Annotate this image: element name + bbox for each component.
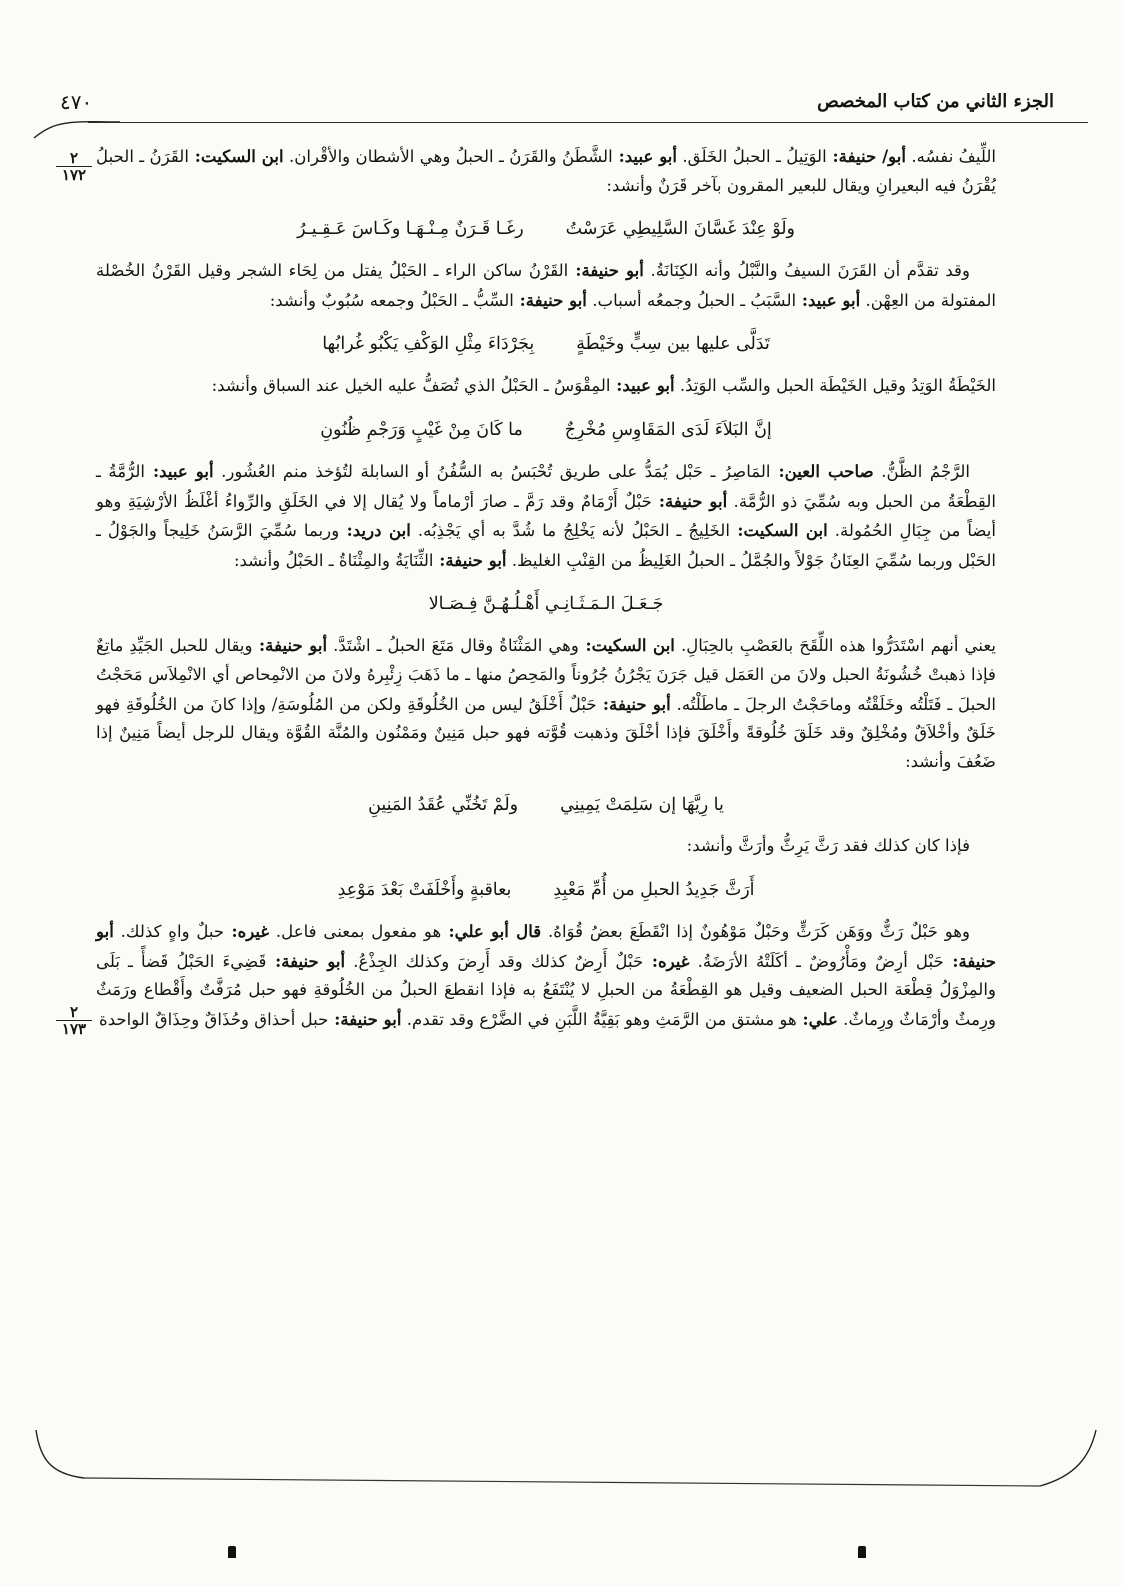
authority-name: غيره: [643,950,690,971]
verse-second-hemistich: ولَمْ تَخُنِّي عُقَدُ المَنِينِ [368,795,519,816]
text-segment: الشَّطَنُ والقَرَنُ ـ الحبلُ وهي الأشطان والأقْران. [283,147,613,166]
text-segment: ويقال للحبل الجَيِّدِ ماتِعٌ فإذا ذهبتْ خُشُونَةُ الحبل ولانَ من العَمَل قيل جَرَنَ يَجْرُنُ جُرُوناً والمَحِصُ منها ـ ما ذَهَبَ زِئْبِرهُ ولانَ من الانْمِحاص أي الانْمِلاَس مَحَجْتُ الحبلَ ـ فَتَلْتُه وخَلَقْتُه وماحَجْتُ الرجلَ ـ ماطَلْتُه. [96,636,996,714]
running-title: الجزء الثاني من كتاب المخصص [817,91,1054,112]
main-text [96,142,996,1034]
prose-paragraph [96,917,996,1034]
text-segment: السِّبُّ ـ الحَبْلُ وجمعه سُبُوبٌ وأنشد: [269,290,514,310]
authority-name: أبو حنيفة: [252,635,328,656]
authority-name: صاحب العين: [770,460,874,481]
margin-reference [56,1004,92,1037]
header-divider [88,122,1088,123]
prose-paragraph [96,371,996,401]
text-segment: حَبْلٌ أَرْمَامٌ وقد رَمَّ ـ صارَ أرْماماً ولا يُقال إلا في الخَلَقِ والرِّواءُ أغْلَظُ الأرْشِيَةِ وهو أيضاً من جِبَالِ الحُمُولة. [96,491,996,541]
margin-reference-volume: ٢ [56,1004,92,1021]
text-segment: قَضِيءَ الحَبْلُ قَضأً ـ بَلَى والمِزْوَلُ قِطْعَة الحبل الضعيف وقيل هو القِطْعَةُ من الحبلِ لا يُنْتَفَعُ به فإذا انقطعَ الحبلُ من الخُلُوقةِ فهو حبل مُرَفَّتٌ وأَقْطاع ورَمَثٌ ورِمثٌ وأرْمَاثٌ ورِماثٌ. [96,951,996,1029]
poetry-verse [96,329,996,359]
text-segment: وقد تقدَّم أن القَرَنَ السيفُ والنَّبْلُ وأنه الكِنَانَةُ. [643,261,970,281]
verse-first-hemistich: ولَوْ عِنْدَ غَسَّانَ السَّلِيطِي عَرَسْتُ [565,219,795,240]
text-segment: الرَّجْمُ الظَّنُّ. [873,461,971,481]
poetry-verse [96,214,996,244]
scan-mark [858,1546,866,1558]
authority-name: قال أبو علي: [441,920,542,941]
text-segment: هو مشتق من الرَّمَثِ وهو بَقِيَّةُ اللَّبَنِ في الضَّرْع وقد تقدم. [401,1009,797,1029]
authority-name: أبو حنيفة: [328,1008,402,1029]
text-segment: فإذا كان كذلك فقد رَثَّ يَرِثُّ وأرَثَّ وأنشد: [686,836,970,856]
poetry-verse [96,790,996,820]
text-segment: الثِّنَايَةُ والمِثْنَاةُ ـ الحَبْلُ وأنشد: [233,550,434,570]
authority-name: أبو عبيد: [612,146,678,166]
text-segment: السَّبَبُ ـ الحبلُ وجمعُه أسباب. [586,290,797,310]
authority-name: أبو حنيفة: [596,693,671,714]
page-border-ornament [30,1430,1100,1520]
authority-name: ابن السكيت: [729,520,828,541]
verse-first-hemistich: يا رِيَّهَا إن سَلِمَتْ يَمِينِي [560,795,724,816]
authority-name: أبو حنيفة: [651,490,728,511]
authority-name: أبو عبيد: [796,289,861,310]
margin-reference-volume: ٢ [56,150,92,167]
prose-paragraph [96,832,996,861]
authority-name: ابن دريد: [339,520,411,541]
margin-reference-page: ١٧٣ [61,1020,87,1038]
authority-name: ابن السكيت: [578,635,675,656]
margin-reference-page: ١٧٢ [61,166,87,184]
verse-second-hemistich: بِجَرْدَاءَ مِثْلِ الوَكْفِ يَكْبُو غُرابُها [322,334,535,355]
poetry-verse [96,415,996,445]
authority-name: أبو حنيفة: [568,260,644,281]
text-segment: وهو حَبْلٌ رَثٌّ ووَهَن كَرَثٍّ وحَبْلٌ مَوْهُونٌ إذا انْقَطَعَ بعضُ قُوَاهُ. [541,921,971,941]
prose-paragraph [96,142,996,200]
poetry-verse [96,589,996,619]
poetry-verse [96,875,996,905]
verse-first-hemistich: تَدَلَّى عليها بين سِبٍّ وخَيْطَةٍ [576,334,770,355]
prose-paragraph [96,256,996,315]
authority-name: أبو حنيفة: [513,289,587,310]
text-segment: حبل أحذاق وحُذَاقٌ وحِذَاقٌ الواحدة [99,1009,329,1029]
prose-paragraph [96,631,996,776]
text-segment: حَبْلٌ أَرِضٌ كذلك وقد أَرِضَ وكذلك الجِذْعُ. [345,951,644,971]
text-segment: الرُّمَّةُ ـ القِطْعَةُ من الحبل وبه سُمِّيَ ذو الرُّمَّة. [96,461,996,511]
verse-first-hemistich: أَرَثَّ جَدِيدُ الحبلِ من أُمِّ مَعْبِدِ [553,879,755,900]
text-segment: حَبْلٌ أَخْلَقُ ليس من الخُلُوقَةِ ولكن من المُلُوسَةِ/ وإذا كانَ من الخُلُوقَةِ فهو خَلَقٌ وأخْلاَقٌ ومُخْلِقٌ وقد خَلَقَ خُلُوقةً وأَخْلَقَ فإذا أخْلَقَ وذهبت قُوَّته فهو حبل مَنِينٌ ومَمْنُون والمُنَّة القُوَّة ويقال للرجل أيضاً مَنِينٌ إذا ضَعُفَ وأنشد: [96,694,996,771]
verse-second-hemistich: رغَـا قَـرَنٌ مِـنْـهَـا وكَـاسَ عَـقِـيـرُ [297,219,524,240]
text-segment: هو مفعول بمعنى فاعل. [269,921,442,941]
authority-name: أبو حنيفة: [266,950,346,971]
verse-hemistich: جَـعَـلَ الـمَـثَـانِـي أَهْـلُـهُـنَّ فِـصَـالا [428,594,664,615]
text-segment: وربما سُمِّيَ الرَّسَنُ خَلِيجاً والجَوْلُ ـ الحَبْل وربما سُمِّيَ العِنَانُ جَوْلاً والجُمَّلُ ـ الحبلُ الغَلِيظُ من القِنْبِ الغليظ. [96,521,996,570]
prose-paragraph [96,457,996,575]
authority-name: أبو عبيد: [610,375,675,396]
text-segment: الخَلِيجُ ـ الحَبْلُ لأنه يَخْلِجُ ما شُدَّ به أي يَجْذِبُه. [410,521,730,541]
page-number: ٤٧٠ [60,90,93,114]
authority-name: أبو حنيفة: [433,549,507,570]
text-segment: اللِّيفُ نفسُه. [905,147,997,166]
text-segment: يعني أنهم اسْتَدَرُّوا هذه اللِّقَحَ بالعَصْبِ بالحِبَالِ. [674,636,996,656]
authority-name: أبو حنيفة: [96,920,997,971]
text-segment: الخَيْطَةُ الوَتِدُ وقيل الخَيْطَة الحبل والسِّب الوَتِدُ. [674,376,996,396]
verse-second-hemistich: ما كَانَ مِنْ غَيْبٍ وَرَجْمِ ظُنُونِ [320,419,523,440]
authority-name: أبو/ حنيفة: [826,146,906,166]
text-segment: الوَتِيلُ ـ الحبلُ الخَلَق. [677,147,827,166]
authority-name: غيره: [224,920,270,941]
scan-marks [0,1546,1124,1566]
text-segment: حبلٌ واهٍ كذلك. [113,921,225,941]
scan-mark [228,1546,236,1558]
authority-name: ابن السكيت: [188,146,284,166]
authority-name: أبو عبيد: [144,460,214,481]
authority-name: علي: [796,1008,838,1029]
text-segment: القَرْنُ ساكن الراء ـ الحَبْلُ يفتل من لِحَاء الشجر وقيل القَرْنُ الخُصْلة المفتولة من العِهْن. [96,261,996,310]
text-segment: وهي المَثْنَاةُ وقال مَتَعَ الحبلُ ـ اشْتَدَّ. [327,636,579,656]
text-segment: حَبْل أرِضٌ ومَأْرُوضٌ ـ أكَلَتْهُ الأرَضَةُ. [689,951,944,971]
text-segment: المِقْوَسُ ـ الحَبْلُ الذي تُصَفُّ عليه الخيل عند السباق وأنشد: [211,376,611,396]
margin-reference [56,150,92,183]
text-segment: المَاصِرُ ـ حَبْل يُمَدُّ على طريق تُحْبَسُ به السُّفُنُ أو السابلة لتُؤخذ منم العُشُور. [213,461,771,481]
verse-first-hemistich: إنَّ البَلاَءَ لَدَى المَقَاوِسِ مُخْرِجٌ [564,419,772,440]
text-segment: القَرَنُ ـ الحبلُ يُقْرَنُ فيه البعيرانِ ويقال للبعير المقرون بآخر قَرَنٌ وأنشد: [96,147,996,195]
verse-second-hemistich: بعاقبةٍ وأَخْلَفَتْ بَعْدَ مَوْعِدِ [337,879,512,900]
